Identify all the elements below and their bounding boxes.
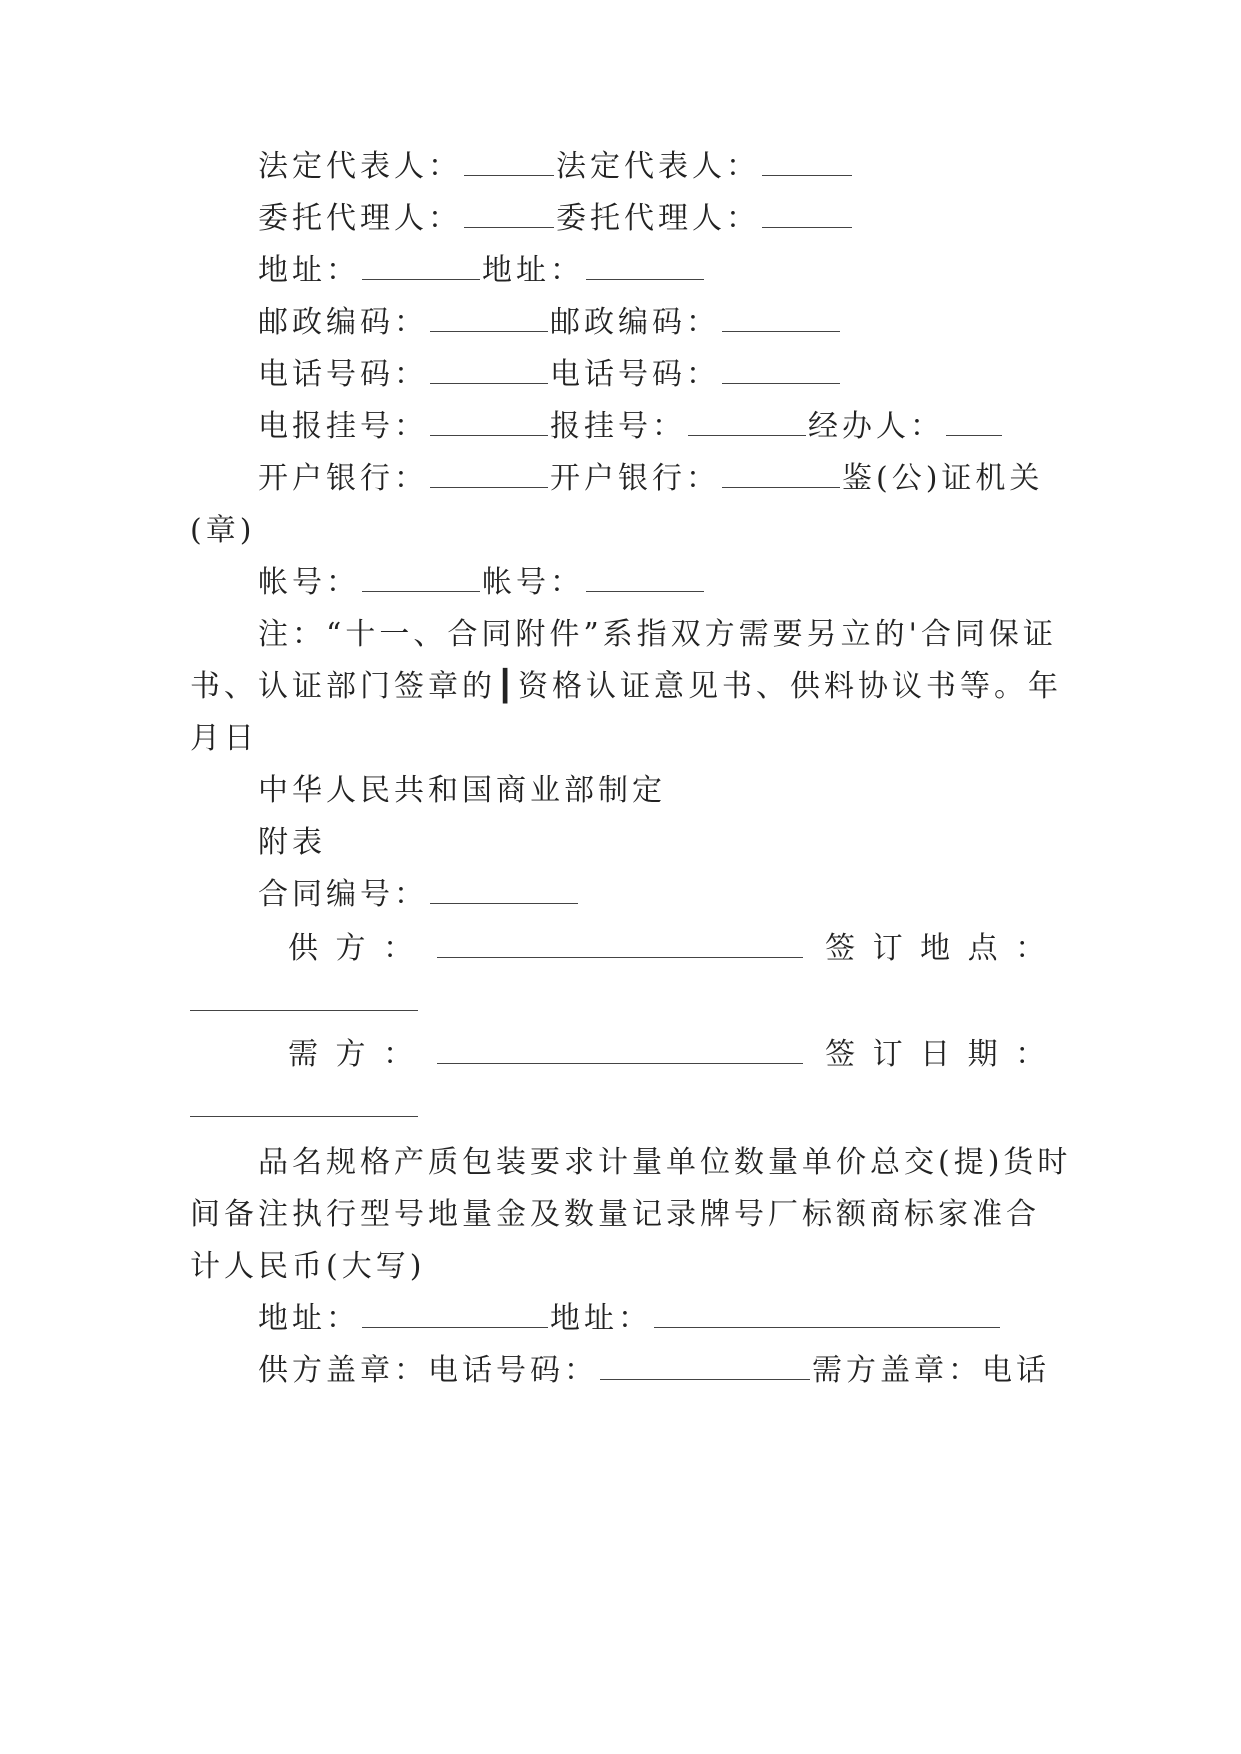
address-blank-right[interactable] xyxy=(586,255,704,280)
bank-label-right: 开户银行： xyxy=(550,461,720,496)
account-row xyxy=(258,554,1118,612)
buyer-blank[interactable] xyxy=(437,1039,803,1064)
address-label-right: 地址： xyxy=(482,253,584,288)
address-blank-left[interactable] xyxy=(362,255,480,280)
items-line-3: 计人民币(大写) xyxy=(190,1249,426,1284)
account-label-right: 帐号： xyxy=(482,565,584,600)
maker-line: 中华人民共和国商业部制定 xyxy=(258,773,666,808)
note-line-2: 书、认证部门签章的┃资格认证意见书、供料协议书等。年 xyxy=(190,669,1063,704)
phone-blank-left[interactable] xyxy=(430,359,548,384)
sign-place-blank[interactable] xyxy=(190,1010,418,1011)
supplier-phone-blank[interactable] xyxy=(600,1355,810,1380)
buyer-seal-label: 需方盖章：电话 xyxy=(812,1353,1050,1388)
supplier-row xyxy=(288,920,1148,978)
bank-label-left: 开户银行： xyxy=(258,461,428,496)
address2-blank-right[interactable] xyxy=(654,1303,1000,1328)
account-blank-left[interactable] xyxy=(362,567,480,592)
contract-number-blank[interactable] xyxy=(430,879,578,904)
legal-rep-blank-right[interactable] xyxy=(762,151,852,176)
phone-row xyxy=(258,346,1118,404)
buyer-label: 需 方 ： xyxy=(288,1037,418,1072)
note-line-3: 月日 xyxy=(190,721,258,756)
annex-title: 附表 xyxy=(258,825,326,860)
agent-blank-right[interactable] xyxy=(762,203,852,228)
seal-row xyxy=(258,1342,1118,1400)
address2-label-right: 地址： xyxy=(550,1301,652,1336)
legal-rep-label-left: 法定代表人： xyxy=(258,149,462,184)
address-row xyxy=(258,242,1118,300)
telegraph-blank-right[interactable] xyxy=(688,411,806,436)
bank-row xyxy=(258,450,1118,508)
bank-blank-right[interactable] xyxy=(722,463,840,488)
legal-rep-row xyxy=(258,138,1118,196)
sign-date-blank[interactable] xyxy=(190,1116,418,1117)
phone-label-right: 电话号码： xyxy=(550,357,720,392)
sign-place-label: 签 订 地 点 ： xyxy=(825,931,1050,966)
postcode-label-right: 邮政编码： xyxy=(550,305,720,340)
supplier-seal-label: 供方盖章：电话号码： xyxy=(258,1353,598,1388)
phone-label-left: 电话号码： xyxy=(258,357,428,392)
telegraph-blank-left[interactable] xyxy=(430,411,548,436)
items-line-2: 间备注执行型号地量金及数量记录牌号厂标额商标家准合 xyxy=(190,1197,1040,1232)
account-label-left: 帐号： xyxy=(258,565,360,600)
notary-label: 鉴(公)证机关 xyxy=(842,461,1044,496)
buyer-row xyxy=(288,1026,1148,1084)
handler-blank[interactable] xyxy=(946,411,1002,436)
postcode-row xyxy=(258,294,1118,352)
seal-note: (章) xyxy=(190,513,256,548)
note-line-1: 注：“十一、合同附件”系指双方需要另立的'合同保证 xyxy=(258,617,1057,652)
supplier-label: 供 方 ： xyxy=(288,931,418,966)
postcode-label-left: 邮政编码： xyxy=(258,305,428,340)
agent-blank-left[interactable] xyxy=(464,203,554,228)
telegraph-label-left: 电报挂号： xyxy=(258,409,428,444)
address-label-left: 地址： xyxy=(258,253,360,288)
agent-row xyxy=(258,190,1118,248)
contract-number-label: 合同编号： xyxy=(258,877,428,912)
items-line-1: 品名规格产质包装要求计量单位数量单价总交(提)货时 xyxy=(258,1145,1072,1180)
phone-blank-right[interactable] xyxy=(722,359,840,384)
legal-rep-label-right: 法定代表人： xyxy=(556,149,760,184)
sign-date-label: 签 订 日 期 ： xyxy=(825,1037,1050,1072)
postcode-blank-right[interactable] xyxy=(722,307,840,332)
address2-label-left: 地址： xyxy=(258,1301,360,1336)
telegraph-label-right: 报挂号： xyxy=(550,409,686,444)
legal-rep-blank-left[interactable] xyxy=(464,151,554,176)
supplier-blank[interactable] xyxy=(437,933,803,958)
handler-label: 经办人： xyxy=(808,409,944,444)
postcode-blank-left[interactable] xyxy=(430,307,548,332)
address-row-2 xyxy=(258,1290,1118,1348)
address2-blank-left[interactable] xyxy=(362,1303,548,1328)
telegraph-row xyxy=(258,398,1118,456)
agent-label-left: 委托代理人： xyxy=(258,201,462,236)
bank-blank-left[interactable] xyxy=(430,463,548,488)
account-blank-right[interactable] xyxy=(586,567,704,592)
contract-number-row xyxy=(258,866,1118,924)
agent-label-right: 委托代理人： xyxy=(556,201,760,236)
